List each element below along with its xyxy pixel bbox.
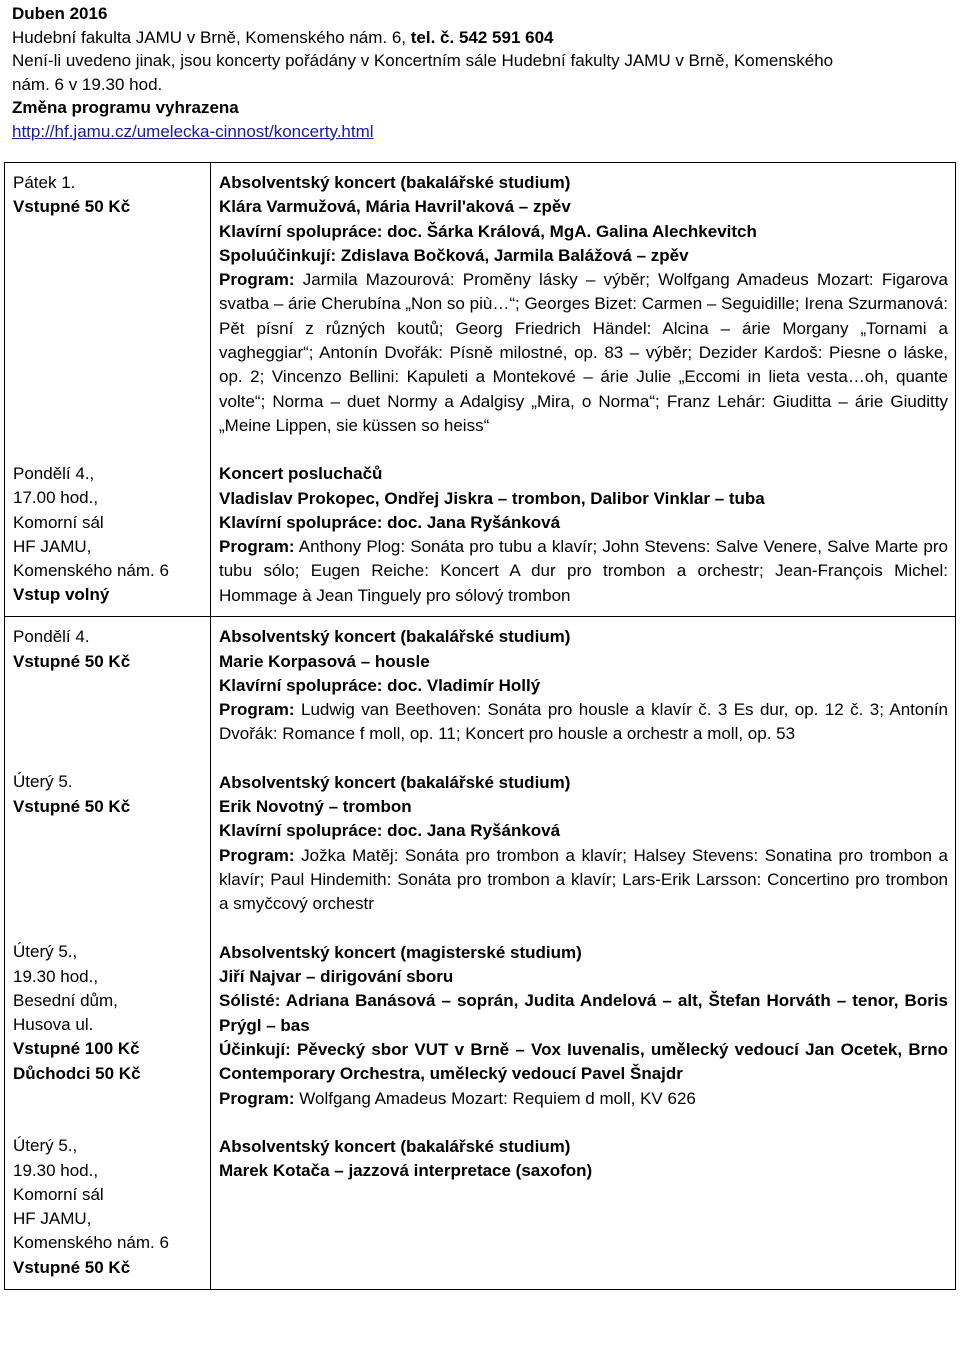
concert-title: Absolventský koncert (bakalářské studium) xyxy=(219,627,571,647)
concert-details-cell xyxy=(211,163,956,617)
month-title: Duben 2016 xyxy=(12,4,108,23)
admission-info: Vstupné 50 Kč xyxy=(13,796,131,816)
program-description xyxy=(219,1087,948,1111)
date-venue-line: Komenského nám. 6 xyxy=(13,561,169,581)
date-admission-cell xyxy=(5,617,211,1290)
date-venue-line: Komorní sál xyxy=(13,1184,104,1204)
date-venue-line: Úterý 5. xyxy=(13,772,73,792)
program-label: Program: xyxy=(219,700,295,720)
venue-note-continued: nám. 6 v 19.30 hod. xyxy=(12,74,163,94)
date-venue-line: Úterý 5., xyxy=(13,942,78,962)
date-venue-line: Pondělí 4., xyxy=(13,464,95,483)
concert-detail: Klára Varmužová, Mária Havril'aková – zpěv xyxy=(219,197,571,217)
concert-detail: Spoluúčinkují: Zdislava Bočková, Jarmila Balážová – zpěv xyxy=(219,245,689,265)
date-entry xyxy=(13,1134,206,1280)
program-text: Jarmila Mazourová: Proměny lásky – výběr; Wolfgang Amadeus Mozart: Figarova svatba – árie Cherubína „Non so più…“; Georges Bizet: Carmen – Seguidille; Irena Szurmanová: Pět písní z různých koutů; Georg Friedrich Händel: Alcina – árie Morgany „Tornami a vagheggiar“; Antonín Dvořák: Písně milostné, op. 83 – výběr; Dezider Kardoš: Piesne o láske, op. 2; Vincenzo Bellini: Kapuleti a Montekové – árie Julie „Eccomi in lieta vesta…oh, quante volte“; Norma – duet Normy a Adalgisy „Mira, o Norma“; Franz Lehár: Giuditta – árie Giuditty „Meine Lippen, sie küssen so heiss“ xyxy=(219,270,948,435)
concert-detail: Klavírní spolupráce: doc. Jana Ryšánková xyxy=(219,512,561,532)
program-text: Jožka Matěj: Sonáta pro trombon a klavír; Halsey Stevens: Sonatina pro trombon a klavír; Paul Hindemith: Sonáta pro trombon a klavír; Lars-Erik Larsson: Concertino pro trombon a smyčcový orchestr xyxy=(219,845,948,914)
program-label: Program: xyxy=(219,537,295,557)
program-label: Program: xyxy=(219,1088,295,1108)
program-description xyxy=(219,268,948,438)
date-entry xyxy=(13,625,206,746)
program-description xyxy=(219,698,948,747)
concert-title: Absolventský koncert (bakalářské studium) xyxy=(219,1136,571,1156)
concert-detail: Klavírní spolupráce: doc. Vladimír Hollý xyxy=(219,675,541,695)
date-entry xyxy=(13,171,206,438)
concert-title: Absolventský koncert (magisterské studium) xyxy=(219,942,582,962)
participants: Účinkují: Pěvecký sbor VUT v Brně – Vox Iuvenalis, umělecký vedoucí Jan Ocetek, Brno Contemporary Orchestra, umělecký vedoucí Pavel Šnajdr xyxy=(219,1039,948,1084)
date-venue-line: Husova ul. xyxy=(13,1015,94,1035)
program-text: Wolfgang Amadeus Mozart: Requiem d moll, KV 626 xyxy=(294,1088,696,1108)
date-venue-line: Pondělí 4. xyxy=(13,627,90,647)
date-venue-line: HF JAMU, xyxy=(13,1209,92,1229)
admission-info: Vstupné 50 Kč xyxy=(13,651,131,671)
program-change-notice: Změna programu vyhrazena xyxy=(12,98,239,117)
admission-info: Vstupné 100 Kč xyxy=(13,1039,140,1059)
concerts-link[interactable]: http://hf.jamu.cz/umelecka-cinnost/koncerty.html xyxy=(12,121,374,141)
concert-title: Koncert posluchačů xyxy=(219,464,383,484)
date-entry xyxy=(13,462,206,608)
venue-note: Není-li uvedeno jinak, jsou koncerty pořádány v Koncertním sále Hudební fakulty JAMU v Brně, Komenského xyxy=(12,51,834,70)
date-venue-line: 19.30 hod., xyxy=(13,1160,99,1180)
admission-info: Vstupné 50 Kč xyxy=(13,1257,131,1277)
soloists: Sólisté: Adriana Banásová – soprán, Judita Andelová – alt, Štefan Horváth – tenor, Boris Prýgl – bas xyxy=(219,991,948,1035)
concert-detail: Klavírní spolupráce: doc. Šárka Králová, MgA. Galina Alechkevitch xyxy=(219,221,757,241)
concert-detail: Marie Korpasová – housle xyxy=(219,651,430,671)
date-venue-line: Besední dům, xyxy=(13,990,118,1010)
concert-title: Absolventský koncert (bakalářské studium) xyxy=(219,173,571,192)
concert-entry xyxy=(219,171,948,438)
concert-entry xyxy=(219,771,948,917)
admission-info: Vstupné 50 Kč xyxy=(13,197,131,217)
date-venue-line: Komenského nám. 6 xyxy=(13,1233,169,1253)
concert-detail: Jiří Najvar – dirigování sboru xyxy=(219,967,454,987)
venue-line xyxy=(12,26,952,50)
program-label: Program: xyxy=(219,845,295,865)
concert-detail: Vladislav Prokopec, Ondřej Jiskra – trombon, Dalibor Vinklar – tuba xyxy=(219,488,765,508)
date-venue-line: 17.00 hod., xyxy=(13,488,99,508)
concert-detail: Erik Novotný – trombon xyxy=(219,797,412,817)
date-venue-line: Pátek 1. xyxy=(13,173,76,192)
concert-detail: Marek Kotača – jazzová interpretace (saxofon) xyxy=(219,1161,593,1181)
concert-entry xyxy=(219,625,948,746)
admission-info: Důchodci 50 Kč xyxy=(13,1063,141,1083)
phone-number: tel. č. 542 591 604 xyxy=(410,27,554,47)
date-entry xyxy=(13,940,206,1110)
schedule-row xyxy=(5,617,956,1290)
admission-info: Vstup volný xyxy=(13,585,110,605)
date-entry xyxy=(13,770,206,916)
document-header xyxy=(12,2,952,143)
date-venue-line: 19.30 hod., xyxy=(13,966,99,986)
date-venue-line: HF JAMU, xyxy=(13,536,92,556)
concert-entry xyxy=(219,1135,948,1281)
schedule-row xyxy=(5,163,956,617)
program-description xyxy=(219,844,948,917)
concert-entry xyxy=(219,462,948,608)
program-text: Ludwig van Beethoven: Sonáta pro housle a klavír č. 3 Es dur, op. 12 č. 3; Antonín Dvořák: Romance f moll, op. 11; Koncert pro housle a orchestr a moll, op. 53 xyxy=(219,700,948,744)
concert-title: Absolventský koncert (bakalářské studium) xyxy=(219,772,571,792)
program-label: Program: xyxy=(219,270,295,290)
concert-schedule-table xyxy=(4,162,956,1290)
concert-detail: Klavírní spolupráce: doc. Jana Ryšánková xyxy=(219,821,561,841)
program-description xyxy=(219,535,948,608)
date-venue-line: Komorní sál xyxy=(13,512,104,532)
program-text: Anthony Plog: Sonáta pro tubu a klavír; John Stevens: Salve Venere, Salve Marte pro tubu sólo; Eugen Reiche: Koncert A dur pro trombon a orchestr; Jean-François Michel: Hommage à Jean Tinguely pro sólový trombon xyxy=(219,537,948,605)
concert-details-cell xyxy=(211,617,956,1290)
concert-entry xyxy=(219,941,948,1111)
date-admission-cell xyxy=(5,163,211,617)
date-venue-line: Úterý 5., xyxy=(13,1136,78,1156)
venue-address: Hudební fakulta JAMU v Brně, Komenského nám. 6, xyxy=(12,27,411,47)
